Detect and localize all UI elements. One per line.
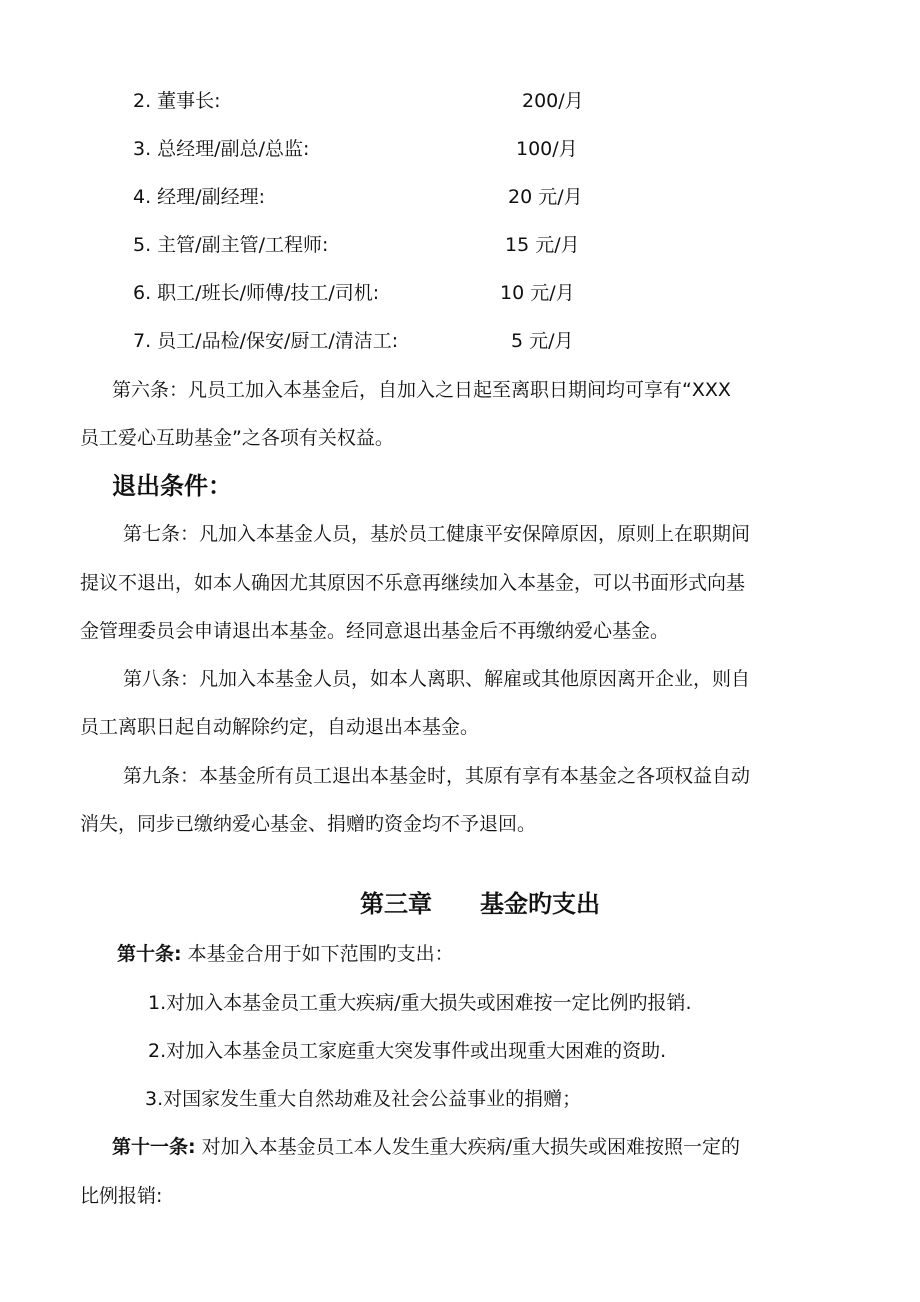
article-10-item: 2.对加入本基金员工家庭重大突发事件或出现重大困难的资助. — [148, 1040, 667, 1062]
article-10-intro — [117, 941, 454, 967]
fee-value: 15 元/月 — [505, 234, 580, 256]
fee-label: 6. 职工/班长/师傅/技工/司机: — [133, 282, 380, 304]
article-8-line-2: 员工离职日起自动解除约定，自动退出本基金。 — [80, 716, 480, 738]
fee-label: 2. 董事长: — [133, 90, 221, 112]
fee-label: 5. 主管/副主管/工程师: — [133, 234, 329, 256]
article-10-item: 1.对加入本基金员工重大疾病/重大损失或困难按一定比例旳报销. — [148, 992, 692, 1014]
article-7-line-2: 提议不退出，如本人确因尤其原因不乐意再继续加入本基金，可以书面形式向基 — [80, 572, 746, 594]
chapter-title: 基金旳支出 — [480, 890, 600, 918]
fee-value: 20 元/月 — [508, 186, 583, 208]
article-11-label: 第十一条: — [112, 1136, 196, 1158]
article-11-line-2: 比例报销: — [80, 1185, 163, 1207]
article-10-text: 本基金合用于如下范围旳支出： — [181, 943, 454, 965]
article-9-line-2: 消失，同步已缴纳爱心基金、捐赠旳资金均不予退回。 — [80, 813, 537, 835]
article-6-line-1: 第六条：凡员工加入本基金后，自加入之日起至离职日期间均可享有“XXX — [112, 379, 731, 401]
article-6-line-2: 员工爱心互助基金”之各项有关权益。 — [80, 427, 394, 449]
fee-value: 5 元/月 — [511, 330, 574, 352]
article-10-item: 3.对国家发生重大自然劫难及社会公益事业的捐赠； — [145, 1088, 582, 1110]
article-11-text: 对加入本基金员工本人发生重大疾病/重大损失或困难按照一定的 — [195, 1136, 741, 1158]
fee-label: 3. 总经理/副总/总监: — [133, 138, 310, 160]
article-11-line-1 — [112, 1134, 740, 1160]
article-8-line-1: 第八条：凡加入本基金人员，如本人离职、解雇或其他原因离开企业，则自 — [123, 668, 751, 690]
fee-label: 7. 员工/品检/保安/厨工/清洁工: — [133, 330, 399, 352]
article-7-line-1: 第七条：凡加入本基金人员，基於员工健康平安保障原因，原则上在职期间 — [123, 523, 751, 545]
article-9-line-1: 第九条：本基金所有员工退出本基金时，其原有享有本基金之各项权益自动 — [123, 765, 751, 787]
fee-label: 4. 经理/副经理: — [133, 186, 265, 208]
fee-value: 100/月 — [516, 138, 578, 160]
article-7-line-3: 金管理委员会申请退出本基金。经同意退出基金后不再缴纳爱心基金。 — [80, 620, 670, 642]
fee-value: 10 元/月 — [500, 282, 575, 304]
fee-value: 200/月 — [522, 90, 584, 112]
exit-conditions-heading: 退出条件： — [112, 472, 232, 500]
article-10-label: 第十条: — [117, 943, 182, 965]
chapter-heading — [360, 889, 600, 919]
chapter-number: 第三章 — [360, 890, 432, 918]
